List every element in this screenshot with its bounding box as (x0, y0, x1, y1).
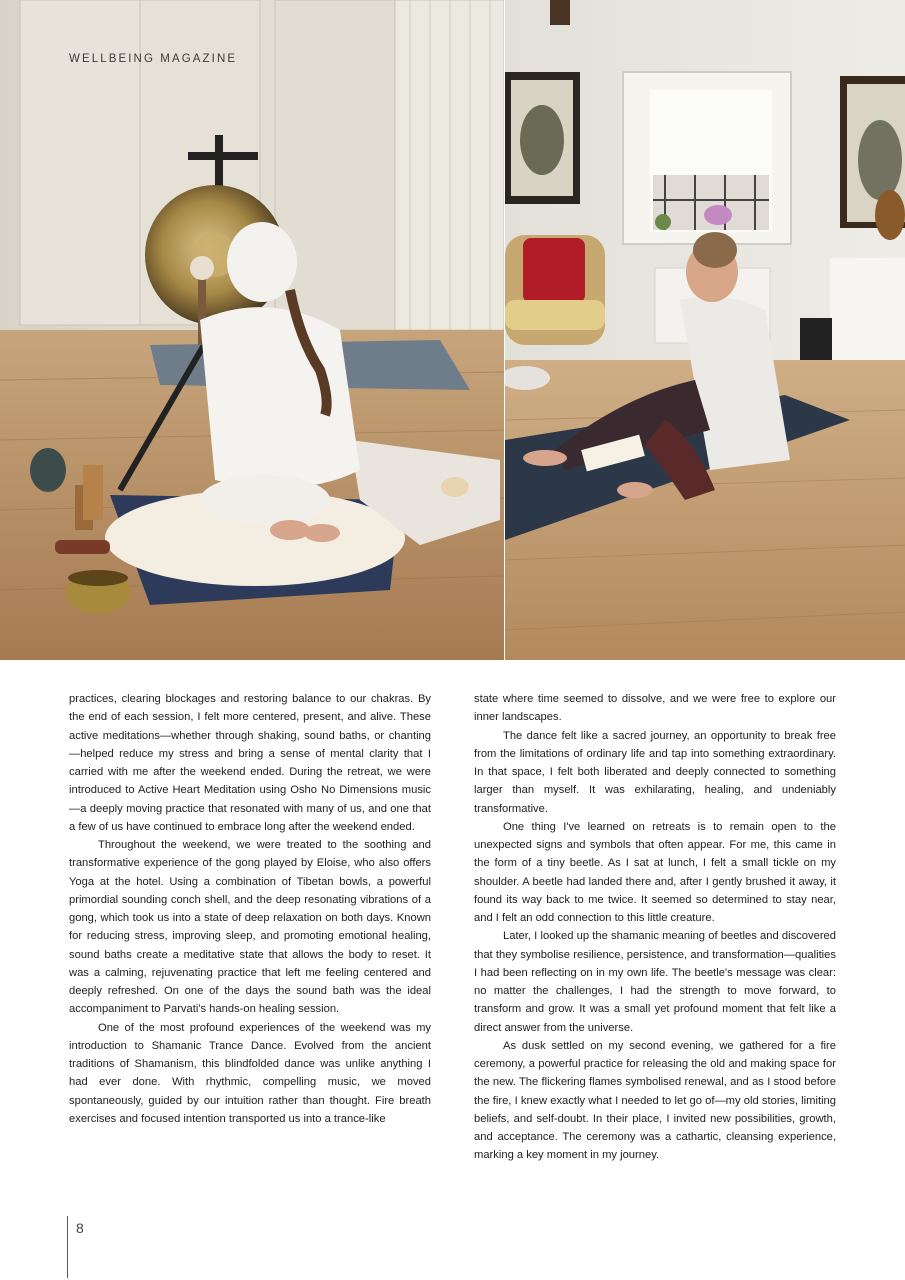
page-number: 8 (76, 1220, 84, 1236)
paragraph: Throughout the weekend, we were treated to the soothing and transformative experience of the gong played by Eloise, who also offers Yoga at the hotel. Using a combination of Tibetan bowls, a powerful primordial sounding conch shell, and the deep resonating vibrations of a gong, which took us into a state of deep relaxation on both days. Known for reducing stress, improving sleep, and promoting emotional healing, sound baths create a meditative state that allows the body to reset. It was a calming, rejuvenating practice that left me feeling centered and deeply refreshed. On one of the days the sound bath was the ideal accompaniment to Parvati's hands-on healing session. (69, 839, 431, 1016)
photo-gong-player-icon (0, 0, 504, 660)
article-column-right (474, 690, 836, 1165)
paragraph: One thing I've learned on retreats is to remain open to the unexpected signs and symbols that often appear. For me, this came in the form of a tiny beetle. As I sat at lunch, I felt a small tickle on my shoulder. A beetle had landed there and, after I gently brushed it away, it found its way back to me twice. It seemed so determined to stay near, and I felt an odd connection to this little creature. (474, 820, 836, 924)
folio-divider (67, 1216, 68, 1278)
article-column-left (69, 690, 431, 1128)
masthead: WELLBEING MAGAZINE (69, 53, 238, 65)
paragraph: As dusk settled on my second evening, we gathered for a fire ceremony, a powerful practice for releasing the old and making space for the new. The flickering flames symbolised renewal, and as I stood before the fire, I knew exactly what I needed to let go of—my old stories, limiting beliefs, and self-doubt. In their place, I invited new possibilities, growth, and acceptance. The ceremony was a cathartic, cleansing experience, marking a key moment in my journey. (474, 1039, 836, 1162)
gong-sound-bath-photo (0, 0, 504, 660)
woman-journaling-photo (505, 0, 905, 660)
photo-woman-writing-icon (505, 0, 905, 660)
paragraph: Later, I looked up the shamanic meaning of beetles and discovered that they symbolise resilience, persistence, and transformation—qualities I had been reflecting on in my own life. The beetle's message was clear: no matter the challenges, I had the strength to move forward, to transform and grow. It was a small yet profound moment that felt like a direct answer from the universe. (474, 930, 836, 1034)
paragraph: practices, clearing blockages and restoring balance to our chakras. By the end of each session, I felt more centered, present, and alive. These active meditations—whether through shaking, sound baths, or chanting—helped reduce my stress and bring a sense of mental clarity that I carried with me after the weekend ended. During the retreat, we were introduced to Active Heart Meditation using Osho No Dimensions music—a deeply moving practice that resonated with many of us, and one that a few of us have continued to embrace long after the weekend ended. (69, 693, 431, 833)
paragraph: state where time seemed to dissolve, and we were free to explore our inner landscapes. (474, 693, 836, 724)
paragraph: The dance felt like a sacred journey, an opportunity to break free from the limitations of ordinary life and tap into something extraordinary. In that space, I felt both liberated and deeply connected to something larger than myself. It was exhilarating, healing, and undeniably transformative. (474, 729, 836, 815)
paragraph: One of the most profound experiences of the weekend was my introduction to Shamanic Trance Dance. Evolved from the ancient traditions of Shamanism, this blindfolded dance was unlike anything I had ever done. With rhythmic, compelling music, we moved spontaneously, guided by our intuition rather than thought. Fire breath exercises and focused intention transported us into a trance-like (69, 1021, 431, 1125)
